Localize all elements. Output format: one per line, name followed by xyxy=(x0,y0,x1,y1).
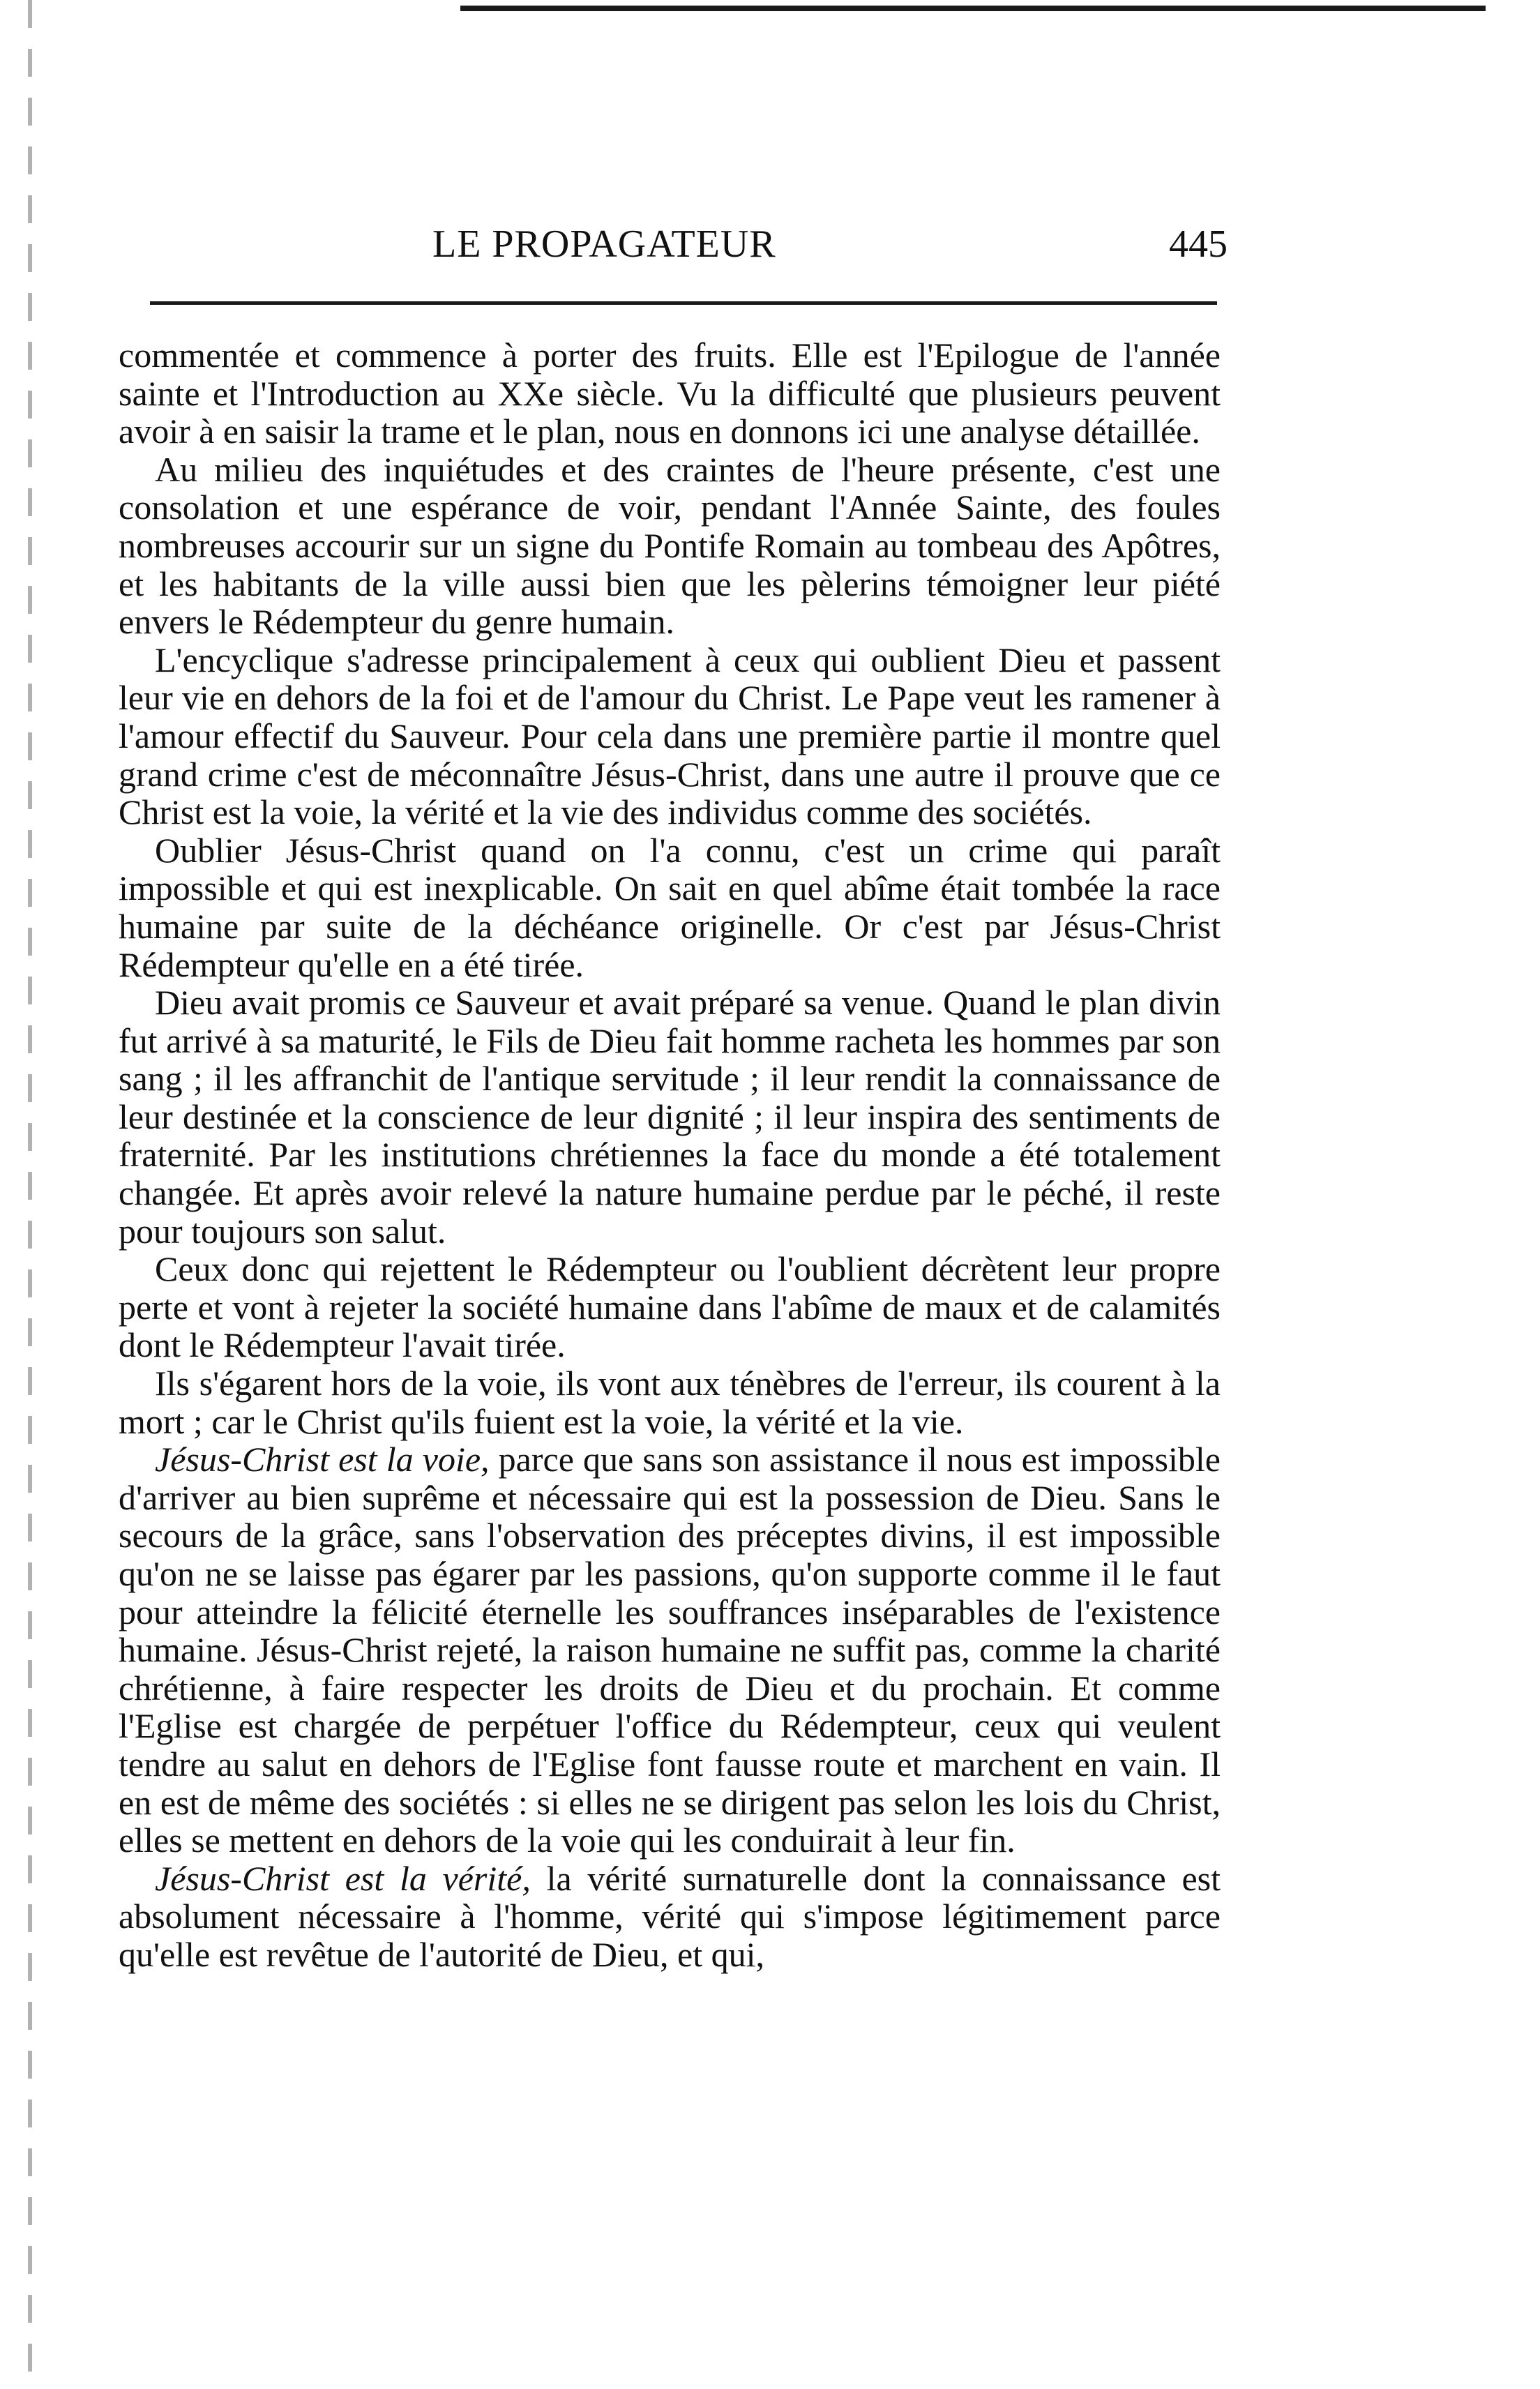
paragraph-5: Dieu avait promis ce Sauveur et avait préparé sa venue. Quand le plan divin fut arrivé à sa maturité, le Fils de Dieu fait homme racheta les hommes par son sang ; il les affranchit de l'antique servitude ; il leur rendit la connaissance de leur destinée et la conscience de leur dignité ; il leur inspira des sentiments de fraternité. Par les institutions chrétiennes la face du monde a été totalement changée. Et après avoir relevé la nature humaine perdue par le péché, il reste pour toujours son salut. xyxy=(119,983,1221,1251)
paragraph-4: Oublier Jésus-Christ quand on l'a connu, c'est un crime qui paraît impossible et qui est inexplicable. On sait en quel abîme était tombée la race humaine par suite de la déchéance originelle. Or c'est par Jésus-Christ Rédempteur qu'elle en a été tirée. xyxy=(119,830,1221,984)
paragraph-1: commentée et commence à porter des fruits. Elle est l'Epilogue de l'année sainte et l'Introduction au XXe siècle. Vu la difficulté que plusieurs peuvent avoir à en saisir la trame et le plan, nous en donnons ici une analyse détaillée. xyxy=(119,336,1221,451)
paragraph-6: Ceux donc qui rejettent le Rédempteur ou l'oublient décrètent leur propre perte et vont à rejeter la société humaine dans l'abîme de maux et de calamités dont le Rédempteur l'avait tirée. xyxy=(119,1249,1221,1365)
page-header xyxy=(119,222,1228,278)
body-text xyxy=(119,336,1221,1974)
header-rule xyxy=(150,301,1217,305)
paragraph-8-lead: Jésus-Christ est la voie, xyxy=(155,1440,490,1479)
paragraph-9 xyxy=(119,1860,1221,1974)
paragraph-7: Ils s'égarent hors de la voie, ils vont aux ténèbres de l'erreur, ils courent à la mort ; car le Christ qu'ils fuient est la voie, la vérité et la vie. xyxy=(119,1364,1221,1441)
paragraph-9-text: la vérité surnaturelle dont la connaissance est absolument nécessaire à l'homme, vérité qui s'impose légitimement parce qu'elle est revêtue de l'autorité de Dieu, et qui, xyxy=(119,1858,1221,1974)
running-title: LE PROPAGATEUR xyxy=(432,223,776,266)
paragraph-8-text: parce que sans son assistance il nous est impossible d'arriver au bien suprême et nécessaire qui est la possession de Dieu. Sans le secours de la grâce, sans l'observation des préceptes divins, il est impossible qu'on ne se laisse pas égarer par les passions, qu'on supporte comme il le faut pour atteindre la félicité éternelle les souffrances inséparables de l'existence humaine. Jésus-Christ rejeté, la raison humaine ne suffit pas, comme la charité chrétienne, à faire respecter les droits de Dieu et du prochain. Et comme l'Eglise est chargée de perpétuer l'office du Rédempteur, ceux qui veulent tendre au salut en dehors de l'Eglise font fausse route et marchent en vain. Il en est de même des sociétés : si elles ne se dirigent pas selon les lois du Christ, elles se mettent en dehors de la voie qui les conduirait à leur fin. xyxy=(119,1440,1221,1860)
top-edge-rule xyxy=(460,6,1486,11)
paragraph-9-lead: Jésus-Christ est la vérité, xyxy=(155,1858,531,1898)
page-edge-shadow xyxy=(28,0,32,2389)
paragraph-8 xyxy=(119,1440,1221,1860)
page-number: 445 xyxy=(1169,223,1228,266)
paragraph-3: L'encyclique s'adresse principalement à ceux qui oublient Dieu et passent leur vie en dehors de la foi et de l'amour du Christ. Le Pape veut les ramener à l'amour effectif du Sauveur. Pour cela dans une première partie il montre quel grand crime c'est de méconnaître Jésus-Christ, dans une autre il prouve que ce Christ est la voie, la vérité et la vie des individus comme des sociétés. xyxy=(119,640,1221,832)
paragraph-2: Au milieu des inquiétudes et des craintes de l'heure présente, c'est une consolation et une espérance de voir, pendant l'Année Sainte, des foules nombreuses accourir sur un signe du Pontife Romain au tombeau des Apôtres, et les habitants de la ville aussi bien que les pèlerins témoigner leur piété envers le Rédempteur du genre humain. xyxy=(119,449,1221,642)
